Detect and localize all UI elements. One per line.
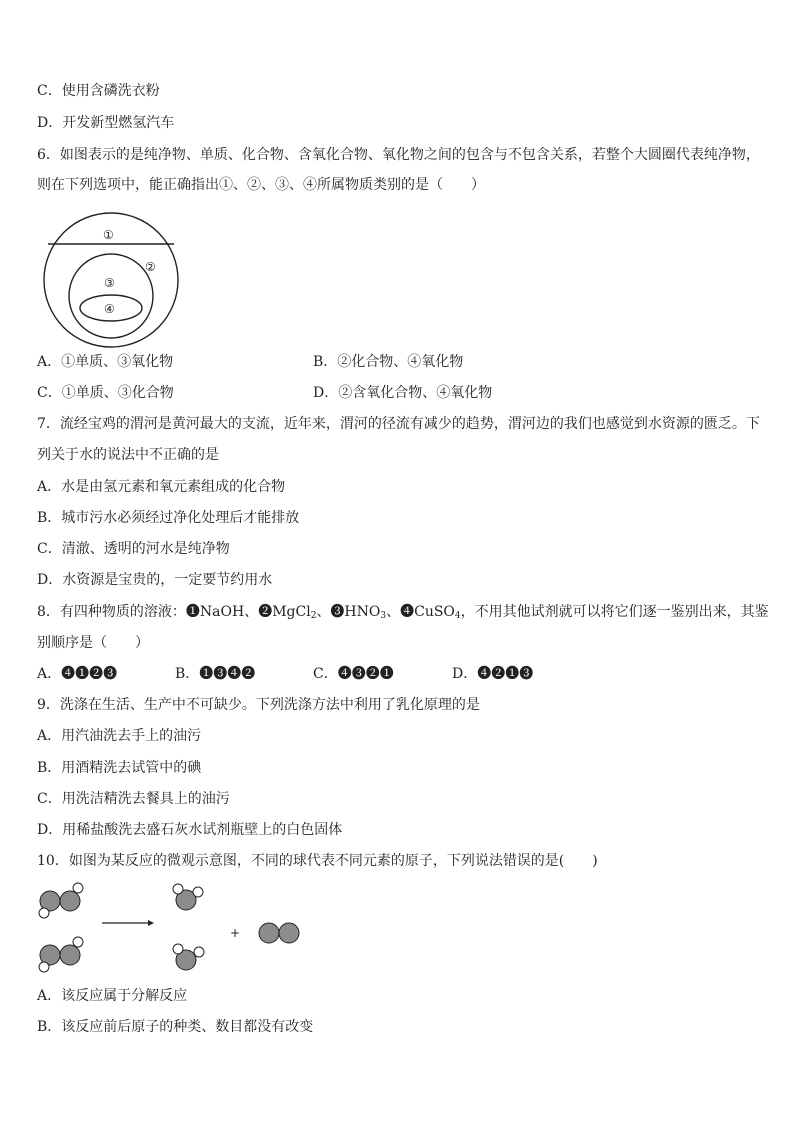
q9-option-a: A．用汽油洗去手上的油污 [37,728,202,744]
q10-stem: 10．如图为某反应的微观示意图，不同的球代表不同元素的原子，下列说法错误的是( ) [37,853,598,869]
product-molecule-2 [173,944,204,970]
q6-stem-line2: 则在下列选项中，能正确指出①、②、③、④所属物质类别的是（ ） [37,177,485,193]
q8-option-c: C．❹❸❷❶ [313,666,394,682]
q7-stem-line1: 7．流经宝鸡的渭河是黄河最大的支流，近年来，渭河的径流有减少的趋势，渭河边的我们也感觉到水资源的匮乏。下 [37,416,760,432]
q8-option-b: B．❶❸❹❷ [175,666,256,682]
atom-light [173,944,183,954]
q8-stem-line2: 别顺序是（ ） [37,635,149,651]
atom-dark [60,945,80,965]
atom-light [193,887,203,897]
q6-option-a: A．①单质、③氧化物 [37,354,174,370]
q8-stem-suffix: ，不用其他试剂就可以将它们逐一鉴别出来，其鉴 [460,604,769,620]
atom-light [73,883,83,893]
atom-dark [60,891,80,911]
q5-option-d: D．开发新型燃氢汽车 [37,115,175,131]
q6-venn-diagram [40,210,190,350]
q8-substances-2: 、❸HNO [316,604,381,620]
q7-option-a: A．水是由氢元素和氧元素组成的化合物 [37,479,286,495]
atom-light [194,947,204,957]
diagram-label-2: ② [145,260,156,274]
middle-circle [69,254,153,338]
atom-light [39,908,49,918]
diagram-label-3: ③ [104,276,115,290]
diagram-label-1: ① [103,228,114,242]
reactant-molecule-1 [39,883,83,918]
atom-light [73,937,83,947]
q9-option-d: D．用稀盐酸洗去盛石灰水试剂瓶壁上的白色固体 [37,822,343,838]
plus-sign: + [230,926,241,940]
q8-substances-1: ❶NaOH、❷MgCl [185,604,311,620]
q7-option-d: D．水资源是宝贵的，一定要节约用水 [37,572,273,588]
q8-sub-3: 4 [454,611,461,621]
product-molecule-1 [173,884,203,910]
q9-option-b: B．用酒精洗去试管中的碘 [37,760,202,776]
q10-option-a: A．该反应属于分解反应 [37,988,188,1004]
q8-option-a: A．❹❶❷❸ [37,666,118,682]
q9-option-c: C．用洗洁精洗去餐具上的油污 [37,791,230,807]
q8-option-d: D．❹❷❶❸ [452,666,534,682]
q7-option-b: B．城市污水必须经过净化处理后才能排放 [37,510,300,526]
reactant-molecule-2 [39,937,83,972]
q7-option-c: C．清澈、透明的河水是纯净物 [37,541,230,557]
q6-option-d: D．②含氧化合物、④氧化物 [313,385,493,401]
diagram-label-4: ④ [104,302,115,316]
q10-option-b: B．该反应前后原子的种类、数目都没有改变 [37,1019,314,1035]
q6-option-c: C．①单质、③化合物 [37,385,174,401]
atom-light [173,884,183,894]
atom-dark [259,923,279,943]
atom-dark [279,923,299,943]
q6-stem-line1: 6．如图表示的是纯净物、单质、化合物、含氧化合物、氧化物之间的包含与不包含关系，若整个大圆圈代表纯净物， [37,147,760,163]
q8-stem-line1 [37,603,769,621]
q5-option-c: C．使用含磷洗衣粉 [37,83,160,99]
q8-stem-prefix: 8．有四种物质的溶液： [37,604,186,620]
q8-sub-1: 2 [310,611,317,621]
product-molecule-3 [259,923,299,943]
reaction-arrow [102,920,154,926]
q6-option-b: B．②化合物、④氧化物 [313,354,464,370]
q8-sub-2: 3 [380,611,387,621]
atom-light [39,962,49,972]
q7-stem-line2: 列关于水的说法中不正确的是 [37,447,219,463]
q10-reaction-diagram [30,878,320,978]
q9-stem: 9．洗涤在生活、生产中不可缺少。下列洗涤方法中利用了乳化原理的是 [37,697,480,713]
q8-substances-3: 、❹CuSO [386,604,455,620]
